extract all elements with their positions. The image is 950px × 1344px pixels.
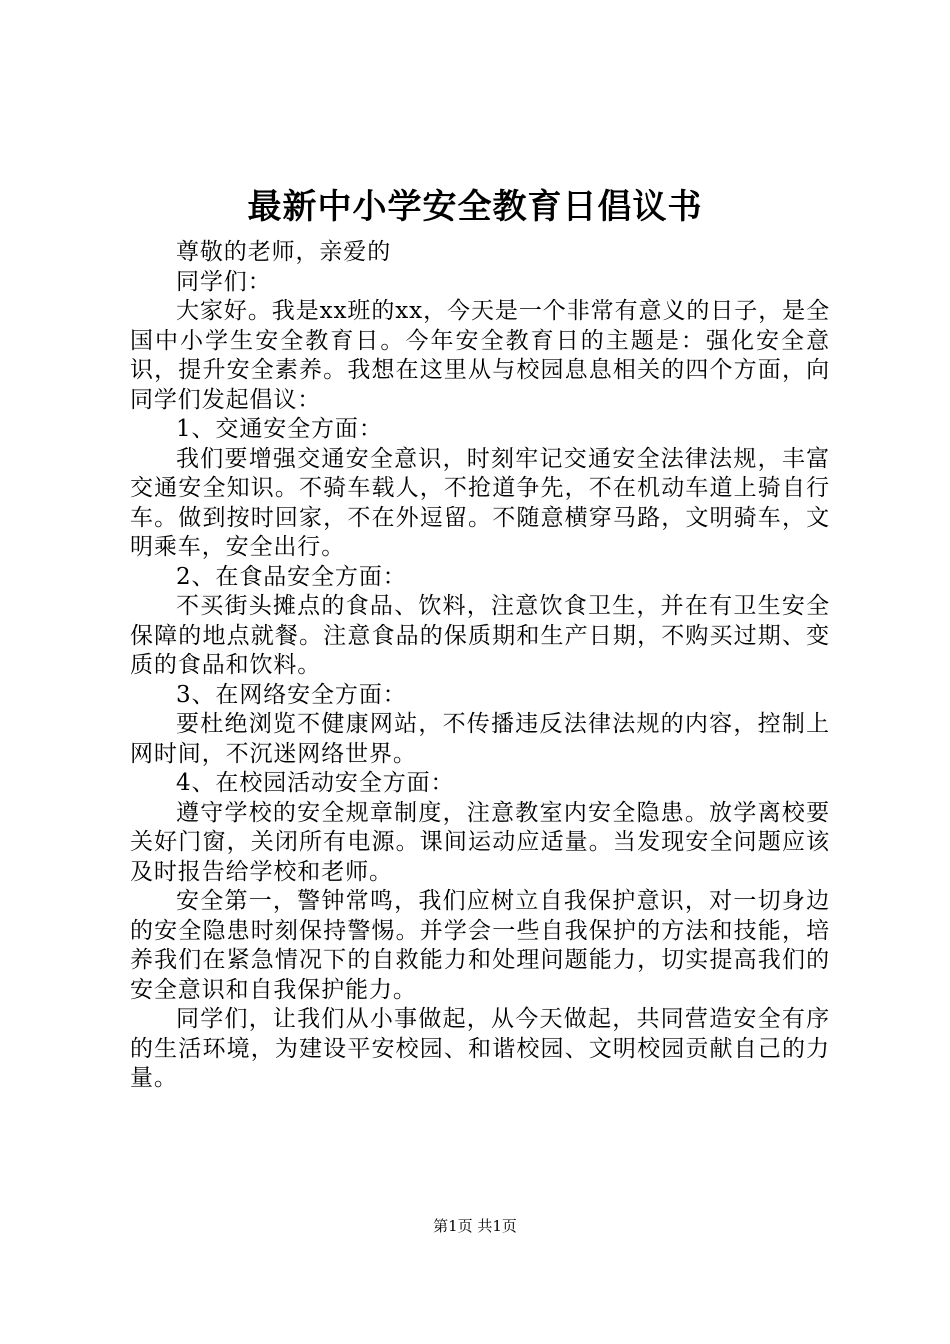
section-heading-network: 3、在网络安全方面： [176, 681, 407, 708]
section-heading-traffic: 1、交通安全方面： [176, 416, 383, 442]
page-footer: 第1页 共1页 [433, 1217, 517, 1235]
section-heading-campus: 4、在校园活动安全方面： [176, 770, 455, 796]
section-body-food: 不买街头摊点的食品、饮料，注意饮食卫生，并在有卫生安全保障的地点就餐。注意食品的保质期和生产日期，不购买过期、变质的食品和饮料。 [130, 593, 830, 678]
greeting-line: 同学们： [176, 268, 272, 295]
section-body-campus: 遵守学校的安全规章制度，注意教室内安全隐患。放学离校要关好门窗，关闭所有电源。课间运动应适量。当发现安全问题应该及时报告给学校和老师。 [130, 799, 830, 885]
section-body-traffic: 我们要增强交通安全意识，时刻牢记交通安全法律法规，丰富交通安全知识。不骑车载人，不抢道争先，不在机动车道上骑自行车。做到按时回家，不在外逗留。不随意横穿马路，文明骑车，文明乘车，安全出行。 [130, 445, 830, 560]
section-heading-food: 2、在食品安全方面： [176, 563, 407, 590]
closing-paragraph: 安全第一，警钟常鸣，我们应树立自我保护意识，对一切身边的安全隐患时刻保持警惕。并学会一些自我保护的方法和技能，培养我们在紧急情况下的自救能力和处理问题能力，切实提高我们的安全意识和自我保护能力。 [130, 888, 830, 1003]
document-title: 最新中小学安全教育日倡议书 [247, 187, 703, 227]
greeting-line: 尊敬的老师，亲爱的 [176, 239, 392, 265]
intro-paragraph: 大家好。我是xx班的xx，今天是一个非常有意义的日子，是全国中小学生安全教育日。今年安全教育日的主题是：强化安全意识，提升安全素养。我想在这里从与校园息息相关的四个方面，向同学们发起倡议： [130, 298, 830, 413]
closing-paragraph: 同学们，让我们从小事做起，从今天做起，共同营造安全有序的生活环境，为建设平安校园、和谐校园、文明校园贡献自己的力量。 [130, 1006, 830, 1091]
section-body-network: 要杜绝浏览不健康网站，不传播违反法律法规的内容，控制上网时间，不沉迷网络世界。 [130, 711, 830, 767]
document-body [130, 238, 830, 1094]
